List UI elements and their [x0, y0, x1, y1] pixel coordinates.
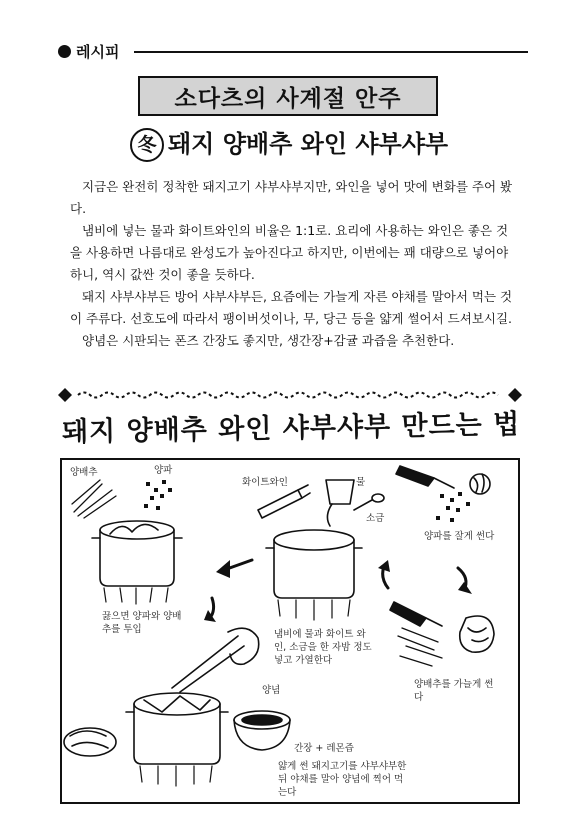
header-rule	[134, 51, 528, 53]
decorative-divider	[58, 388, 522, 402]
onion-dice-icon	[436, 492, 470, 522]
knife-icon	[390, 602, 442, 626]
how-to-title: 돼지 양배추 와인 샤부샤부 만드는 법	[61, 409, 521, 449]
cabbage-strips-icon	[398, 628, 442, 666]
paragraph: 양념은 시판되는 폰즈 간장도 좋지만, 생간장+감귤 과즙을 추천한다.	[82, 333, 455, 348]
pot-icon	[266, 530, 362, 598]
water-label: 물	[356, 477, 366, 488]
cabbage-cut-label: 양배추를 가늘게 썬다	[414, 679, 494, 703]
cabbage-icon	[72, 480, 116, 518]
sauce-mix-label: 간장 + 레몬즙	[294, 743, 354, 754]
recipe-name: 돼지 양배추 와인 샤부샤부	[168, 130, 449, 158]
sauce-bowl-icon	[234, 711, 290, 750]
section-header	[58, 40, 528, 64]
knife-icon	[396, 466, 454, 488]
illustration-frame	[60, 458, 520, 804]
bullet-icon	[58, 45, 71, 58]
arrow-icon	[458, 582, 472, 594]
pot-icon	[126, 693, 228, 764]
cabbage-label: 양배추	[70, 467, 98, 478]
onion-icon	[470, 474, 490, 494]
spoon-icon	[354, 494, 384, 510]
pot-icon	[92, 521, 182, 586]
onion-cut-label: 양파를 잘게 썬다	[424, 531, 495, 542]
wine-bottle-icon	[258, 485, 310, 518]
white-wine-label: 화이트와인	[242, 477, 288, 488]
paragraph: 지금은 완전히 정착한 돼지고기 샤부샤부지만, 와인을 넣어 맛에 변화를 주어 봤다.	[70, 179, 513, 216]
sauce-label: 양념	[262, 685, 281, 696]
page-title: 소다츠의 사계절 안주	[138, 76, 438, 116]
measuring-cup-icon	[326, 480, 354, 526]
paragraph: 돼지 샤부샤부든 방어 샤부샤부든, 요즘에는 가늘게 자른 야채를 말아서 먹는 것이 주류다. 선호도에 따라서 팽이버섯이나, 무, 당근 등을 얇게 썰어서 드셔보시길.	[70, 289, 513, 326]
recipe-title	[130, 124, 460, 164]
cabbage-icon	[460, 616, 494, 652]
arrow-icon	[216, 560, 230, 578]
boil-step-label: 끓으면 양파와 양배추를 투입	[102, 611, 182, 635]
chopsticks-icon	[172, 628, 259, 692]
pot-step-label: 냄비에 물과 화이트 와인, 소금을 한 자밤 정도 넣고 가열한다	[274, 629, 372, 666]
onion-dice-icon	[144, 480, 172, 510]
eat-step-label: 얇게 썬 돼지고기를 샤부샤부한 뒤 야채를 말아 양념에 찍어 먹는다	[278, 761, 407, 798]
onion-label: 양파	[154, 465, 173, 476]
section-label: 레시피	[76, 43, 120, 61]
paragraph: 냄비에 넣는 물과 화이트와인의 비율은 1:1로. 요리에 사용하는 와인은 좋은 것을 사용하면 나름대로 완성도가 높아진다고 하지만, 이번에는 꽤 대량으로 넣어야 하니, 역시 값싼 것이 좋을 듯하다.	[70, 223, 509, 282]
plate-icon	[64, 728, 116, 756]
salt-label: 소금	[366, 513, 385, 524]
recipe-description	[70, 176, 514, 352]
winter-mark: 冬	[130, 128, 164, 162]
